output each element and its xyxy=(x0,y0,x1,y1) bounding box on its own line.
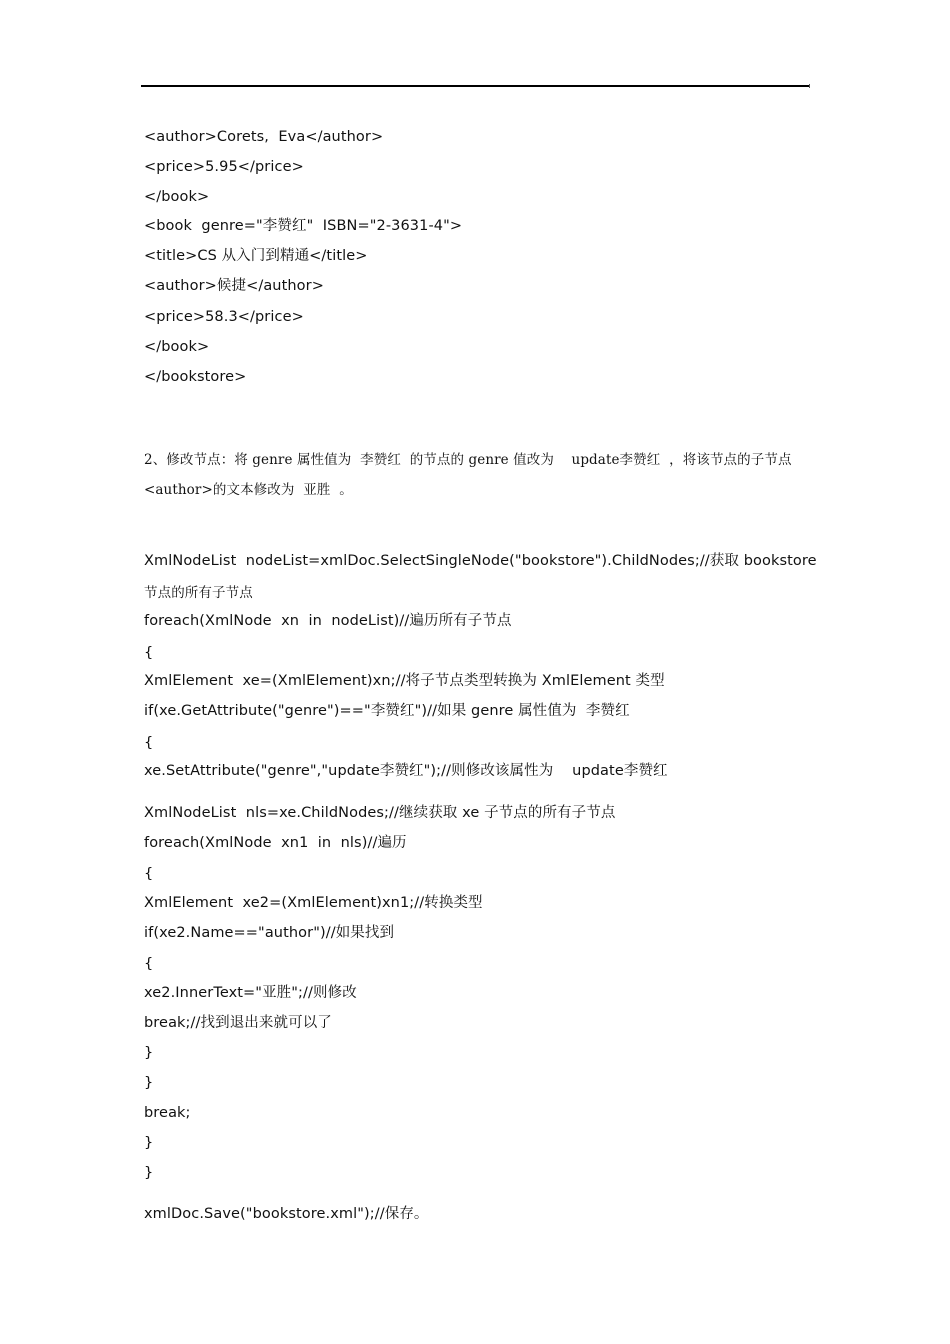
code-line-save: xmlDoc.Save("bookstore.xml");//保存。 xyxy=(144,1206,429,1222)
code-line-nls: XmlNodeList nls=xe.ChildNodes;//继续获取 xe 子节点的所有子节点 xyxy=(144,805,616,821)
code-line-xmlelement-xe2: XmlElement xe2=(XmlElement)xn1;//转换类型 xyxy=(144,895,483,911)
code-line-nodelist: XmlNodeList nodeList=xmlDoc.SelectSingleNode("bookstore").ChildNodes;//获取 bookstore xyxy=(144,553,817,569)
code-line-innertext: xe2.InnerText="亚胜";//则修改 xyxy=(144,985,357,1001)
header-rule-tick xyxy=(809,84,810,88)
code-line-setattribute: xe.SetAttribute("genre","update李赞红");//则修改该属性为 update李赞红 xyxy=(144,763,668,779)
code-line-brace-open-2: { xyxy=(144,735,154,751)
section-heading-continued: <author>的文本修改为 亚胜 。 xyxy=(144,482,353,498)
code-line-nodelist-comment-cont: 节点的所有子节点 xyxy=(144,585,253,601)
code-line-brace-open-4: { xyxy=(144,956,154,972)
header-rule xyxy=(141,85,809,87)
code-line-author-houjie: <author>候捷</author> xyxy=(144,278,324,294)
code-line-xmlelement-xe: XmlElement xe=(XmlElement)xn;//将子节点类型转换为 XmlElement 类型 xyxy=(144,673,665,689)
code-line-brace-close-3: } xyxy=(144,1135,154,1151)
code-line-title: <title>CS 从入门到精通</title> xyxy=(144,248,368,264)
code-line-price-595: <price>5.95</price> xyxy=(144,159,304,175)
code-line-author-corets: <author>Corets, Eva</author> xyxy=(144,129,384,145)
code-line-book-close-2: </book> xyxy=(144,339,210,355)
code-line-if-genre: if(xe.GetAttribute("genre")=="李赞红")//如果 genre 属性值为 李赞红 xyxy=(144,703,630,719)
code-line-brace-open-3: { xyxy=(144,866,154,882)
code-line-book-close: </book> xyxy=(144,189,210,205)
code-line-brace-close-2: } xyxy=(144,1075,154,1091)
code-line-if-author: if(xe2.Name=="author")//如果找到 xyxy=(144,925,395,941)
code-line-break: break; xyxy=(144,1105,191,1121)
code-line-brace-close-4: } xyxy=(144,1165,154,1181)
code-line-book-open: <book genre="李赞红" ISBN="2-3631-4"> xyxy=(144,218,463,234)
code-line-foreach-xn1: foreach(XmlNode xn1 in nls)//遍历 xyxy=(144,835,407,851)
code-line-break-comment: break;//找到退出来就可以了 xyxy=(144,1015,332,1031)
code-line-price-583: <price>58.3</price> xyxy=(144,309,304,325)
code-line-foreach-xn: foreach(XmlNode xn in nodeList)//遍历所有子节点 xyxy=(144,613,512,629)
code-line-brace-open-1: { xyxy=(144,645,154,661)
code-line-brace-close-1: } xyxy=(144,1045,154,1061)
code-line-bookstore-close: </bookstore> xyxy=(144,369,247,385)
section-heading-modify-node: 2、修改节点：将 genre 属性值为 李赞红 的节点的 genre 值改为 update李赞红 ，将该节点的子节点 xyxy=(144,452,792,468)
